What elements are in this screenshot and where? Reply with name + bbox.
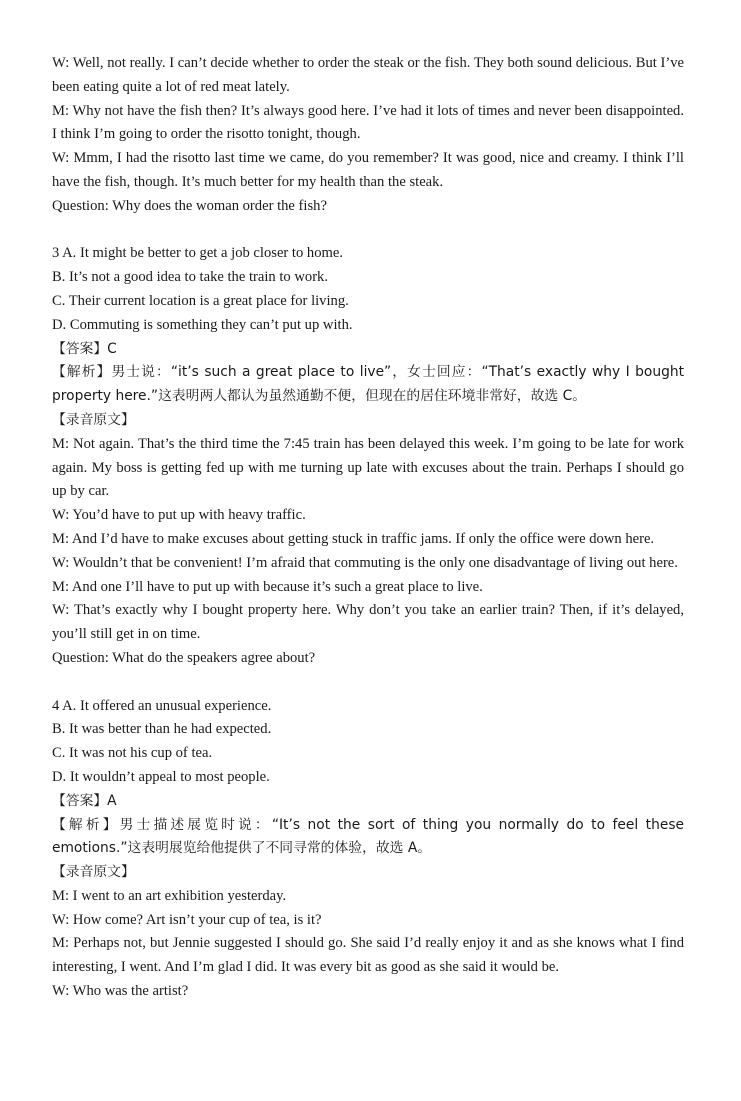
analysis: 【解析】男士说：“it’s such a great place to live”，女士回应：“That’s exactly why I bought property here.”这表明两人都认为虽然通勤不便，但现在的居住环境非常好，故选 C。 xyxy=(52,364,684,405)
spacer xyxy=(52,219,684,243)
transcript-label: 【录音原文】 xyxy=(52,411,135,428)
dialogue-section xyxy=(52,52,684,219)
question-4 xyxy=(52,695,684,1004)
option-b: B. It was better than he had expected. xyxy=(52,721,272,738)
transcript-line: M: And I’d have to make excuses about getting stuck in traffic jams. If only the office were down here. xyxy=(52,530,655,547)
transcript-line: W: Who was the artist? xyxy=(52,983,189,1000)
option-c: C. Their current location is a great place for living. xyxy=(52,292,349,309)
transcript-line: W: Wouldn’t that be convenient! I’m afraid that commuting is the only one disadvantage of living out here. xyxy=(52,554,678,571)
document-page xyxy=(52,52,684,1004)
option-d: D. Commuting is something they can’t put up with. xyxy=(52,316,353,333)
analysis: 【解析】男士描述展览时说：“It’s not the sort of thing you normally do to feel these emotions.”这表明展览给他提供了不同寻常的体验，故选 A。 xyxy=(52,816,684,857)
transcript-line: M: Not again. That’s the third time the 7:45 train has been delayed this week. I’m going to be late for work again. My boss is getting fed up with me turning up late with excuses about the train. Perhaps I should go up by car. xyxy=(52,435,684,500)
transcript-line: W: How come? Art isn’t your cup of tea, is it? xyxy=(52,911,322,928)
answer: 【答案】A xyxy=(52,792,117,809)
question-3 xyxy=(52,242,684,670)
transcript-label: 【录音原文】 xyxy=(52,864,135,881)
transcript-line: M: I went to an art exhibition yesterday. xyxy=(52,887,287,904)
dialogue-line: M: Why not have the fish then? It’s always good here. I’ve had it lots of times and never been disappointed. I think I’m going to order the risotto tonight, though. xyxy=(52,102,684,143)
option-b: B. It’s not a good idea to take the train to work. xyxy=(52,269,329,286)
option-c: C. It was not his cup of tea. xyxy=(52,745,213,762)
option-d: D. It wouldn’t appeal to most people. xyxy=(52,768,270,785)
question-line: Question: Why does the woman order the fish? xyxy=(52,197,327,214)
transcript-line: M: Perhaps not, but Jennie suggested I should go. She said I’d really enjoy it and as she knows what I find interesting, I went. And I’m glad I did. It was every bit as good as she said it would be. xyxy=(52,935,684,976)
transcript-line: W: That’s exactly why I bought property here. Why don’t you take an earlier train? Then, if it’s delayed, you’ll still get in on time. xyxy=(52,602,684,643)
dialogue-line: W: Mmm, I had the risotto last time we came, do you remember? It was good, nice and creamy. I think I’ll have the fish, though. It’s much better for my health than the steak. xyxy=(52,150,684,190)
question-line: Question: What do the speakers agree about? xyxy=(52,649,316,666)
answer: 【答案】C xyxy=(52,340,117,357)
transcript-line: M: And one I’ll have to put up with because it’s such a great place to live. xyxy=(52,578,483,595)
spacer xyxy=(52,671,684,695)
option-a: 3 A. It might be better to get a job closer to home. xyxy=(52,245,343,262)
transcript-line: W: You’d have to put up with heavy traffic. xyxy=(52,507,306,524)
option-a: 4 A. It offered an unusual experience. xyxy=(52,697,272,714)
dialogue-line: W: Well, not really. I can’t decide whether to order the steak or the fish. They both sound delicious. But I’ve been eating quite a lot of red meat lately. xyxy=(52,55,684,95)
